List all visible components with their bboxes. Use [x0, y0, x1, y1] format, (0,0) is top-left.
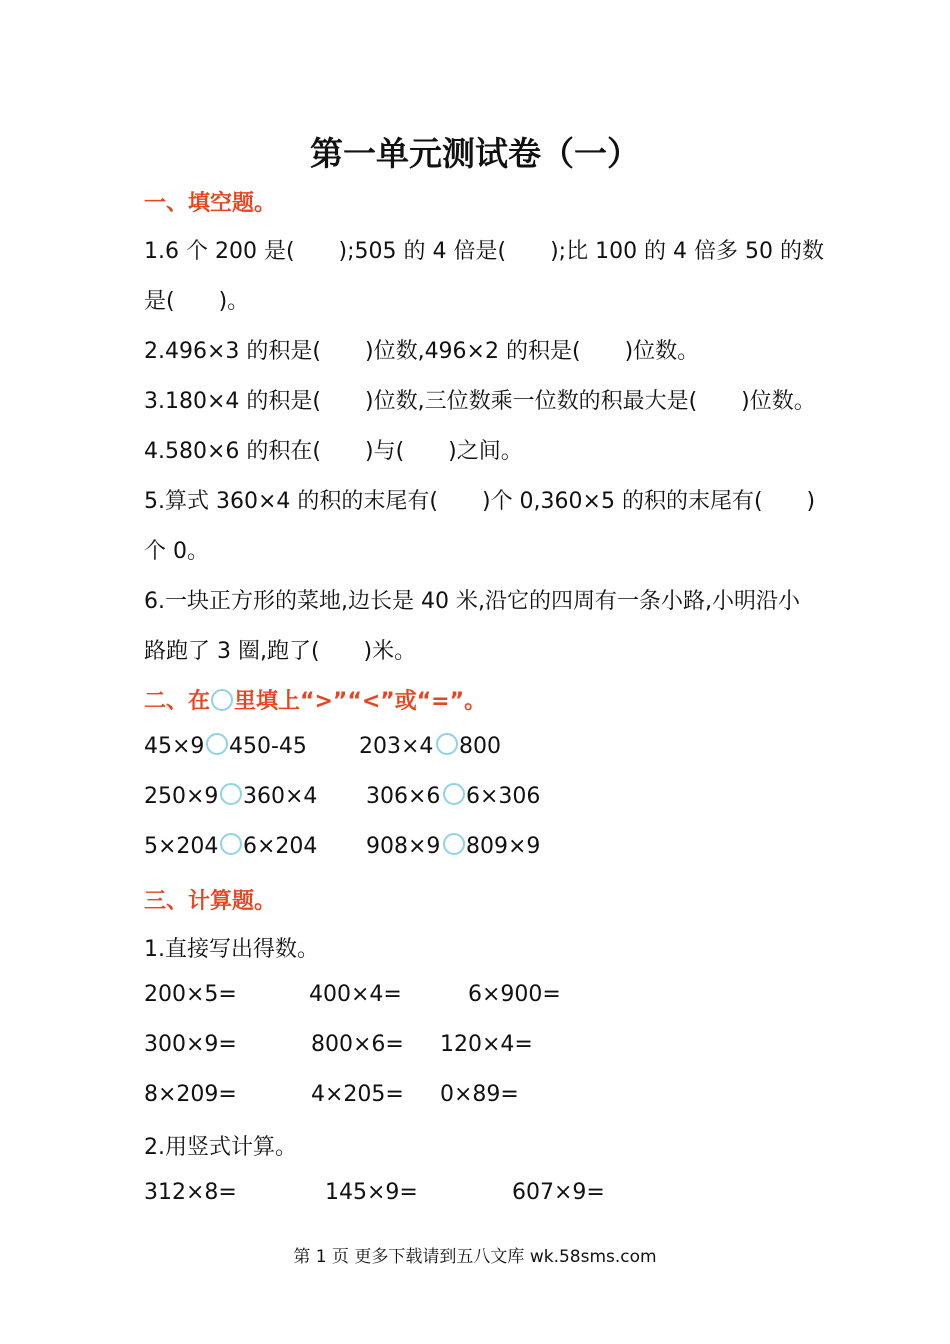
- question-4: 4.580×6 的积在( )与( )之间。: [144, 439, 523, 464]
- compare-6-right: 809×9: [466, 834, 541, 859]
- direct-calc-item: 4×205=: [311, 1082, 404, 1107]
- direct-calc-item: 300×9=: [144, 1032, 237, 1057]
- question-5-line-1: 5.算式 360×4 的积的末尾有( )个 0,360×5 的积的末尾有( ): [144, 489, 816, 514]
- direct-calc-item: 0×89=: [440, 1082, 519, 1107]
- compare-6-answer-circle[interactable]: [443, 833, 465, 855]
- compare-4-answer-circle[interactable]: [443, 783, 465, 805]
- page-title: 第一单元测试卷（一）: [310, 134, 640, 173]
- vertical-calc-item: 607×9=: [512, 1180, 605, 1205]
- compare-1-right: 450-45: [229, 734, 307, 759]
- direct-calc-item: 8×209=: [144, 1082, 237, 1107]
- compare-2-answer-circle[interactable]: [436, 733, 458, 755]
- section-heading-compare: [144, 684, 486, 715]
- compare-4-right: 6×306: [466, 784, 541, 809]
- question-6-line-1: 6.一块正方形的菜地,边长是 40 米,沿它的四周有一条小路,小明沿小: [144, 589, 800, 614]
- page-footer: 第 1 页 更多下载请到五八文库 wk.58sms.com: [293, 1247, 657, 1267]
- sub-question-direct: 1.直接写出得数。: [144, 937, 319, 962]
- compare-3-answer-circle[interactable]: [220, 783, 242, 805]
- question-3: 3.180×4 的积是( )位数,三位数乘一位数的积最大是( )位数。: [144, 389, 816, 414]
- direct-calc-item: 120×4=: [440, 1032, 533, 1057]
- circle-icon: [211, 689, 233, 711]
- question-6-line-2: 路跑了 3 圈,跑了( )米。: [144, 639, 417, 664]
- vertical-calc-item: 312×8=: [144, 1180, 237, 1205]
- direct-calc-item: 400×4=: [309, 982, 402, 1007]
- compare-6-left: 908×9: [366, 834, 441, 859]
- compare-2-left: 203×4: [359, 734, 434, 759]
- question-1-line-1: 1.6 个 200 是( );505 的 4 倍是( );比 100 的 4 倍多 50 的数: [144, 239, 825, 264]
- compare-5-right: 6×204: [243, 834, 318, 859]
- question-1-line-2: 是( )。: [144, 289, 250, 314]
- compare-5-left: 5×204: [144, 834, 219, 859]
- compare-4-left: 306×6: [366, 784, 441, 809]
- compare-1-left: 45×9: [144, 734, 205, 759]
- section-heading-calculation: 三、计算题。: [144, 889, 277, 914]
- compare-3-left: 250×9: [144, 784, 219, 809]
- section-heading-compare-pre: 二、在: [144, 689, 211, 714]
- compare-2-right: 800: [459, 734, 501, 759]
- question-5-line-2: 个 0。: [144, 539, 209, 564]
- section-heading-fill-blank: 一、填空题。: [144, 191, 277, 216]
- section-heading-compare-post: 里填上“>”“<”或“=”。: [234, 689, 487, 714]
- compare-1-answer-circle[interactable]: [206, 733, 228, 755]
- question-2: 2.496×3 的积是( )位数,496×2 的积是( )位数。: [144, 339, 700, 364]
- vertical-calc-item: 145×9=: [325, 1180, 418, 1205]
- sub-question-vertical: 2.用竖式计算。: [144, 1135, 297, 1160]
- direct-calc-item: 6×900=: [468, 982, 561, 1007]
- direct-calc-item: 200×5=: [144, 982, 237, 1007]
- compare-3-right: 360×4: [243, 784, 318, 809]
- compare-5-answer-circle[interactable]: [220, 833, 242, 855]
- direct-calc-item: 800×6=: [311, 1032, 404, 1057]
